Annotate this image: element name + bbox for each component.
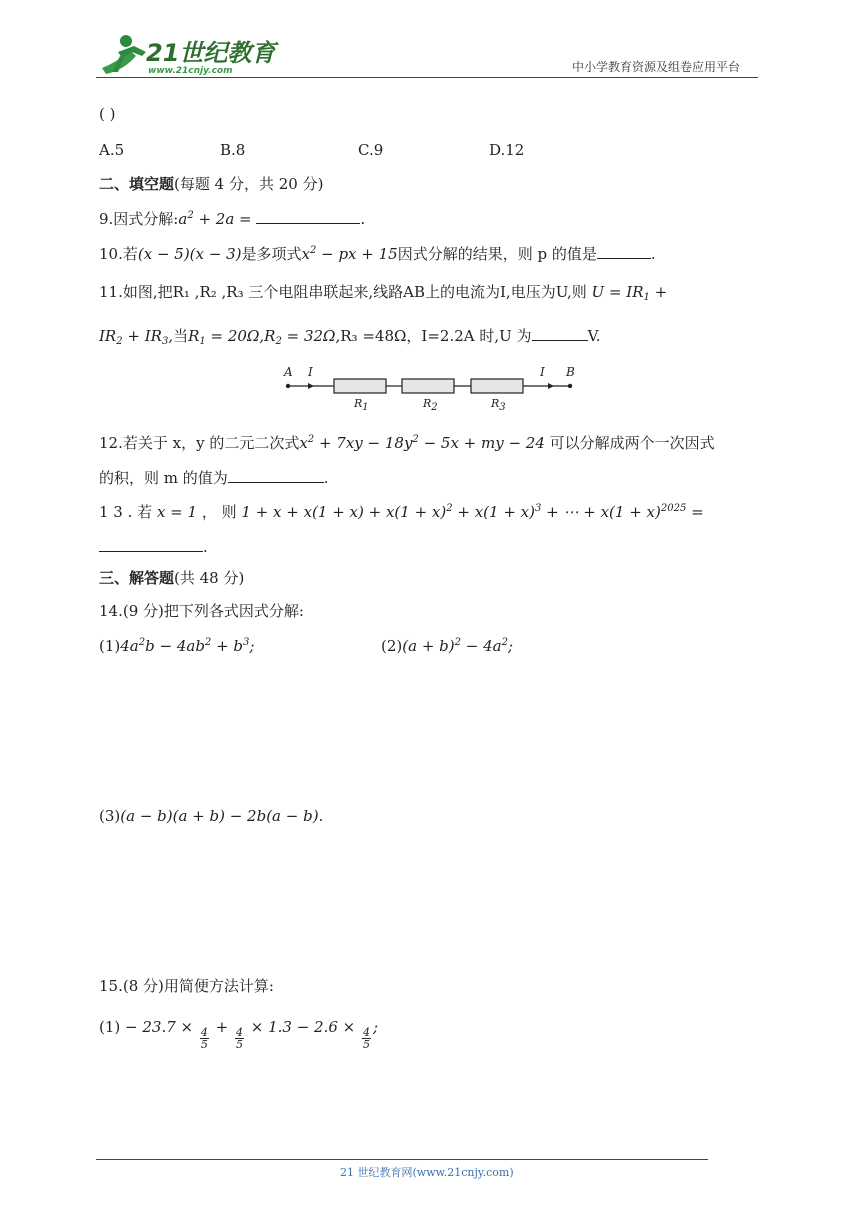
q15-part-1-label: (1): [99, 1018, 121, 1036]
logo-text: 21世纪教育: [146, 39, 276, 67]
q14-part-3: [99, 806, 323, 826]
q13-then: ， 则: [201, 503, 242, 521]
q11-formula-end: $IR_2 + IR_3$,: [99, 327, 174, 347]
q13-blank: [99, 537, 203, 552]
header-logo: [96, 32, 276, 78]
section-solve-note: (共 48 分): [174, 569, 245, 587]
q13-tail: .: [203, 538, 208, 556]
logo-url: www.21cnjy.com: [148, 66, 233, 76]
q8-option-c: C.9: [358, 141, 384, 159]
question-13-line1: [99, 502, 704, 522]
q12-suffix: 可以分解成两个一次因式: [549, 434, 715, 452]
label-b: B: [566, 365, 575, 379]
q8-option-b: B.8: [220, 141, 246, 159]
q13-prefix: 1 3 . 若: [99, 503, 157, 521]
q8-option-a: A.5: [99, 141, 125, 159]
q11-tail: V.: [587, 327, 601, 345]
question-10: [99, 244, 656, 264]
circuit-figure: [282, 366, 578, 416]
label-i-left: I: [308, 365, 313, 379]
question-11-line1: [99, 282, 667, 302]
section-fill-in-heading: [99, 174, 323, 194]
q10-mid: 是多项式: [241, 245, 302, 263]
q14-part-3-expression: (a − b)(a + b) − 2b(a − b).: [120, 807, 324, 825]
q10-prefix: 10.若: [99, 245, 138, 263]
q11-r-values: $R_1 = 20\Omega,R_2 = 32\Omega$,: [188, 327, 341, 347]
question-14-title: 14.(9 分)把下列各式因式分解:: [99, 602, 304, 620]
section-fill-in-note: (每题 4 分，共 20 分): [174, 175, 324, 193]
q14-part-1-expression: $4a^2b - 4ab^2 + b^3$;: [120, 637, 255, 655]
q12-line2-prefix: 的积，则 m 的值为: [99, 469, 228, 487]
q9-text: 9.因式分解:: [99, 210, 179, 228]
q14-part-1: [99, 636, 254, 656]
q13-condition: x = 1: [156, 503, 202, 521]
q9-tail: .: [360, 210, 366, 228]
q9-blank: [256, 209, 360, 224]
q11-r3-text: R₃ =48Ω，I=2.2A 时,U 为: [340, 327, 532, 345]
q12-tail: .: [323, 469, 329, 487]
q10-polynomial: $x^2$ − px + 15: [301, 245, 398, 263]
q11-when: 当: [173, 327, 189, 345]
q12-prefix: 12.若关于 x，y 的二元二次式: [99, 434, 300, 452]
label-a: A: [284, 365, 293, 379]
label-i-right: I: [540, 365, 545, 379]
q11-text: 11.如图,把R₁ ,R₂ ,R₃ 三个电阻串联起来,线路AB上的电流为I,电压为U,则: [99, 283, 587, 301]
q11-blank: [532, 326, 588, 341]
q15-part-1: [99, 1017, 378, 1050]
section-fill-in-title: 二、填空题: [99, 175, 175, 193]
label-r1: $R_1$: [354, 397, 369, 413]
platform-title: 中小学教育资源及组卷应用平台: [572, 60, 741, 74]
question-13-line2: [99, 537, 208, 557]
q11-formula-start: $U = IR_1$ +: [586, 283, 668, 303]
q8-answer-paren: ( ): [99, 105, 116, 123]
q15-part-1-expression: − 23.7 × $\frac{4}{5}$ + $\frac{4}{5}$ × 1.3 − 2.6 × $\frac{4}{5}$ ;: [120, 1018, 379, 1051]
question-12-line1: [99, 433, 715, 453]
q8-option-d: D.12: [489, 141, 525, 159]
q13-series: $1 + x + x(1 + x) + x(1 + x)^2 + x(1 + x)^3$ + ⋯ + $x(1 + x)^{2025}$ =: [241, 503, 704, 521]
question-15-title: 15.(8 分)用简便方法计算:: [99, 977, 274, 995]
question-11-line2: [99, 326, 601, 346]
header-rule: [96, 77, 758, 78]
runner-logo-icon: [96, 32, 152, 78]
q12-expression: $x^2 + 7xy - 18y^2 - 5x$ + my − 24: [299, 434, 550, 452]
q10-mid2: 因式分解的结果，则 p 的值是: [397, 245, 597, 263]
section-solve-title: 三、解答题: [99, 569, 175, 587]
q14-part-3-label: (3): [99, 807, 121, 825]
q14-part-2: [381, 636, 513, 656]
q14-part-1-label: (1): [99, 637, 121, 655]
footer-rule: [96, 1159, 708, 1160]
question-12-line2: [99, 468, 329, 488]
q14-part-2-label: (2): [381, 637, 403, 655]
q10-blank: [597, 244, 651, 259]
footer-text: 21 世纪教育网(www.21cnjy.com): [340, 1166, 514, 1179]
q12-blank: [228, 468, 324, 483]
q14-part-2-expression: $(a + b)^2 - 4a^2$;: [402, 637, 514, 655]
question-9: [99, 209, 365, 229]
q10-factors: (x − 5)(x − 3): [137, 245, 242, 263]
section-solve-heading: [99, 568, 244, 588]
q10-tail: .: [650, 245, 656, 263]
q9-expression: $a^2 + 2a$ =: [178, 210, 257, 228]
label-r3: $R_3$: [491, 397, 506, 413]
label-r2: $R_2$: [423, 397, 438, 413]
